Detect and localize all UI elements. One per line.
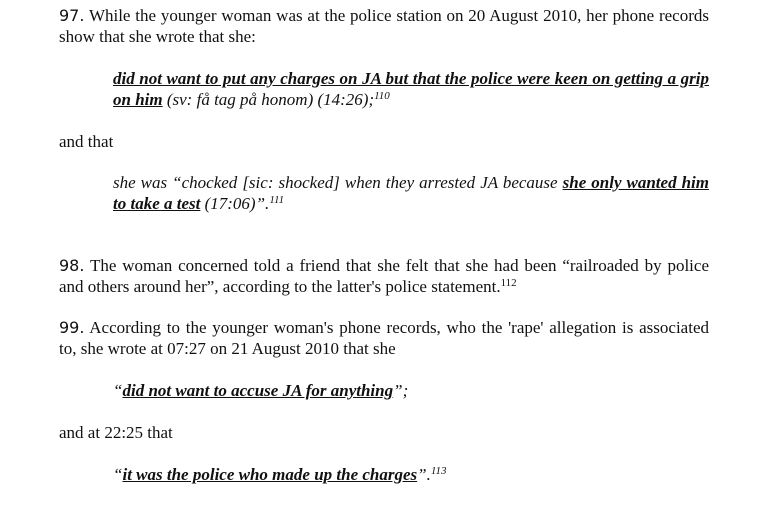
quote-emphasis: did not want to put any charges on JA but that the police were keen on getting a grip on him [113,69,709,109]
block-quote-2 [113,172,709,214]
block-quote-4 [113,464,709,485]
document-page [59,5,709,485]
paragraph-number: 99. [59,318,85,337]
footnote-marker[interactable]: 112 [500,277,517,289]
paragraph-text: According to the younger woman's phone records, who the 'rape' allegation is associated to, she wrote at 07:27 on 21 August 2010 that she [59,318,709,358]
block-quote-1 [113,68,709,110]
quote-emphasis: she only wanted him to take a test [113,173,709,213]
connector-text-1: and that [59,132,114,151]
footnote-marker[interactable]: 113 [430,465,447,477]
quote-text-end: (17:06)”. [200,194,270,213]
paragraph-number: 97. [59,6,85,25]
paragraph-98 [59,255,709,297]
quote-text: she was “chocked [sic: shocked] when they arrested JA because [113,173,563,192]
paragraph-99 [59,317,709,359]
quote-close-mark: ”. [417,465,431,484]
quote-open-mark: “ [113,381,123,400]
footnote-marker[interactable]: 111 [269,194,285,206]
paragraph-97 [59,5,709,47]
quote-emphasis: did not want to accuse JA for anything [122,381,394,400]
quote-close-mark: ”; [393,381,409,400]
block-quote-3 [113,380,709,401]
paragraph-number: 98. [59,256,85,275]
quote-open-mark: “ [113,465,123,484]
quote-text: (sv: få tag på honom) (14:26); [162,90,375,109]
connector-text-2: and at 22:25 that [59,423,173,442]
paragraph-text: The woman concerned told a friend that she felt that she had been “railroaded by police and others around her”, according to the latter's police statement. [59,256,709,296]
footnote-marker[interactable]: 110 [374,90,390,102]
quote-emphasis: it was the police who made up the charges [122,465,418,484]
paragraph-text: While the younger woman was at the police station on 20 August 2010, her phone records show that she wrote that she: [59,6,709,46]
